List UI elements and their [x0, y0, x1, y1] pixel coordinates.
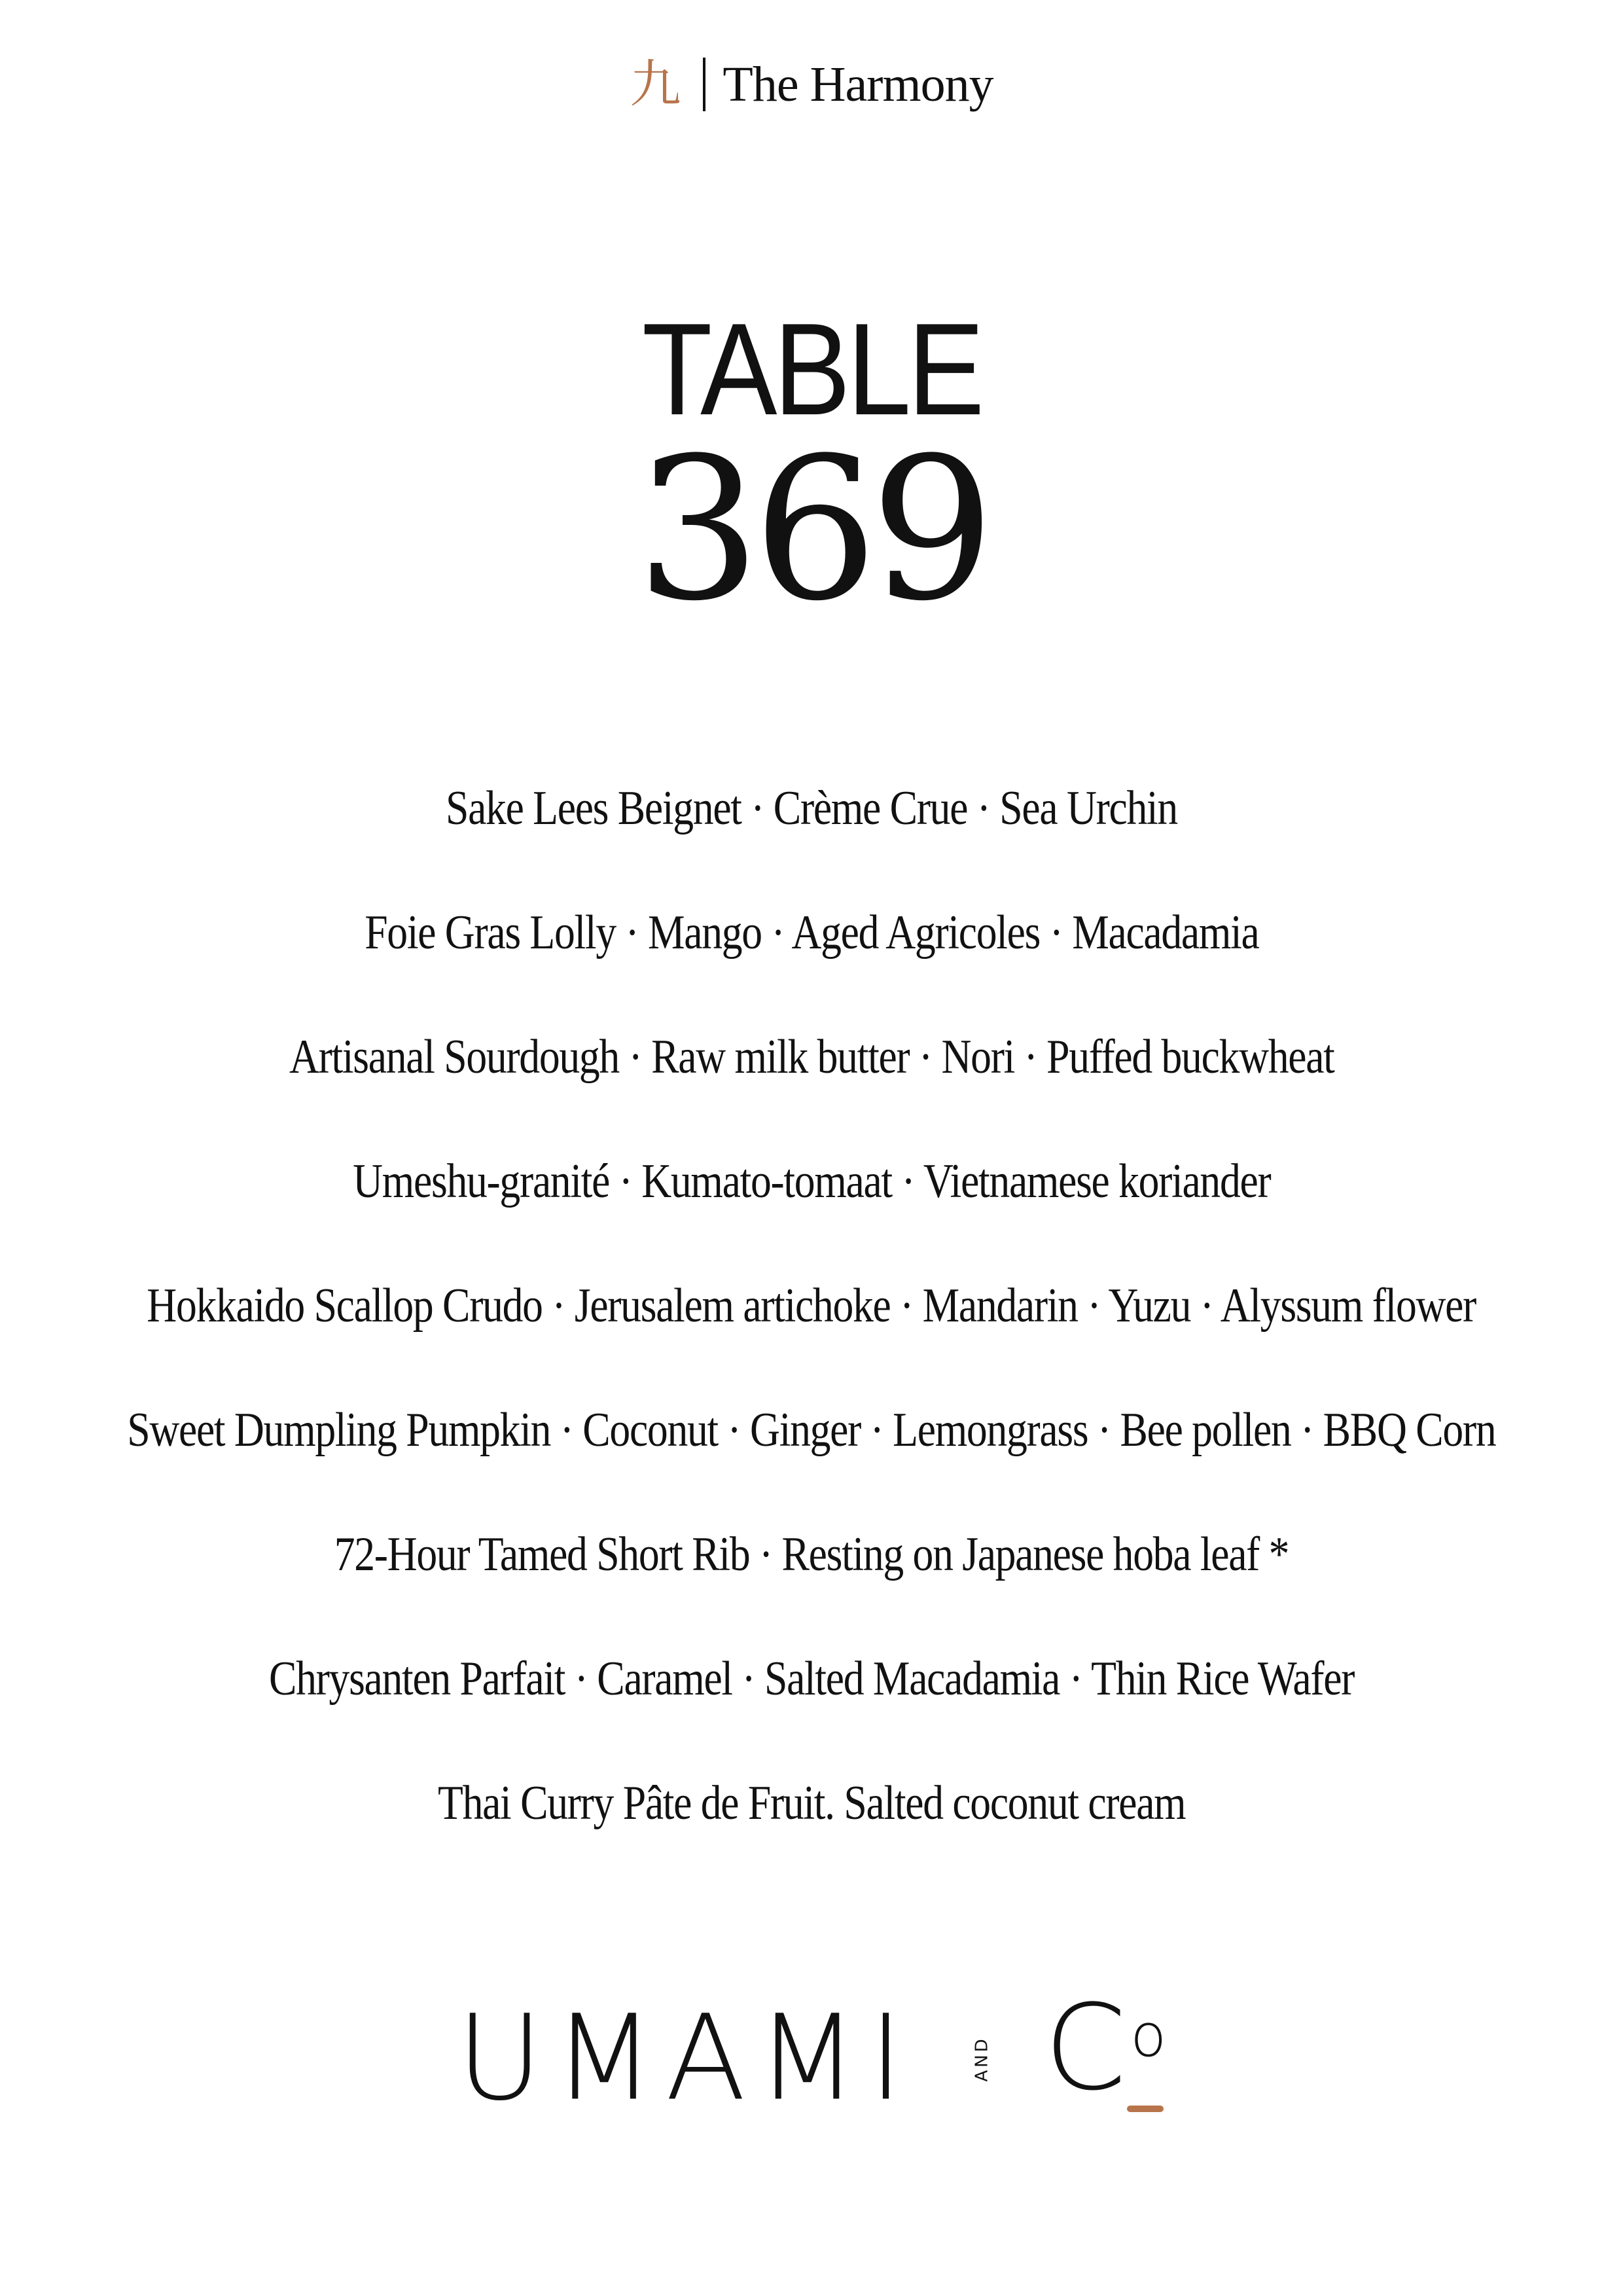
- menu-item: [0, 1270, 1623, 1394]
- menu-item-text: Foie Gras Lolly · Mango · Aged Agricoles · Macadamia: [364, 906, 1259, 960]
- logo-co: [1044, 1980, 1167, 2134]
- menu-item: [0, 1021, 1623, 1145]
- kanji-logo: 九: [630, 55, 681, 114]
- header-divider: [703, 58, 705, 111]
- logo-umami: UMAMI: [456, 1990, 914, 2127]
- menu-list: [0, 772, 1623, 1892]
- menu-item-text: Hokkaido Scallop Crudo · Jerusalem artichoke · Mandarin · Yuzu · Alyssum flower: [147, 1279, 1476, 1333]
- menu-item-text: 72-Hour Tamed Short Rib · Resting on Japanese hoba leaf *: [334, 1528, 1289, 1581]
- page-header: [0, 51, 1623, 114]
- menu-item-text: Umeshu-granité · Kumato-tomaat · Vietnamese koriander: [352, 1155, 1271, 1208]
- table-number: 369: [635, 416, 988, 644]
- menu-item: [0, 1643, 1623, 1767]
- menu-item: [0, 897, 1623, 1021]
- table-title: TABLE: [641, 296, 982, 442]
- logo-o: o: [1130, 2001, 1167, 2070]
- menu-item: [0, 1394, 1623, 1518]
- logo-and: AND: [972, 2036, 992, 2082]
- menu-item-text: Sweet Dumpling Pumpkin · Coconut · Ginger · Lemongrass · Bee pollen · BBQ Corn: [127, 1403, 1496, 1457]
- menu-item-text: Thai Curry Pâte de Fruit. Salted coconut cream: [437, 1776, 1186, 1830]
- umami-and-co-logo: [0, 1980, 1623, 2127]
- menu-item-text: Artisanal Sourdough · Raw milk butter · Nori · Puffed buckwheat: [289, 1030, 1334, 1084]
- menu-item: [0, 1767, 1623, 1892]
- venue-name: The Harmony: [722, 57, 993, 112]
- logo-c: C: [1044, 1980, 1127, 2117]
- menu-item: [0, 772, 1623, 897]
- menu-item: [0, 1518, 1623, 1643]
- menu-item: [0, 1145, 1623, 1270]
- menu-item-text: Sake Lees Beignet · Crème Crue · Sea Urchin: [446, 781, 1177, 835]
- menu-item-text: Chrysanten Parfait · Caramel · Salted Macadamia · Thin Rice Wafer: [268, 1652, 1355, 1706]
- logo-accent-dash: [1127, 2106, 1164, 2112]
